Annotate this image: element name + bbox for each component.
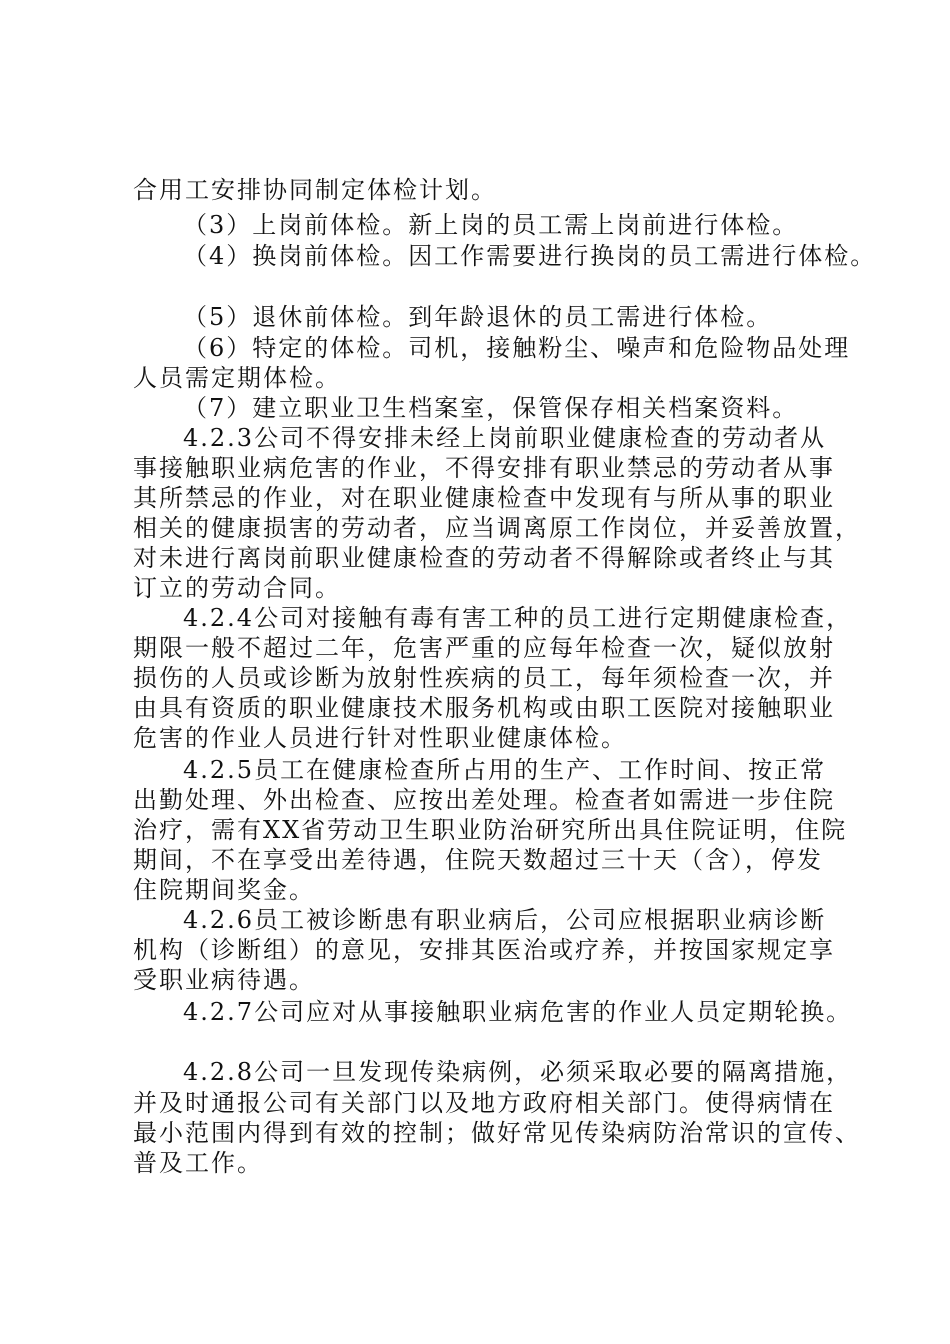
- text-line: （3）上岗前体检。新上岗的员工需上岗前进行体检。: [183, 211, 799, 239]
- text-line: 4.2.3公司不得安排未经上岗前职业健康检查的劳动者从: [183, 424, 827, 452]
- text-line: 事接触职业病危害的作业，不得安排有职业禁忌的劳动者从事: [133, 454, 835, 482]
- text-line: 4.2.7公司应对从事接触职业病危害的作业人员定期轮换。: [183, 998, 853, 1026]
- text-line: 损伤的人员或诊断为放射性疾病的员工，每年须检查一次，并: [133, 664, 835, 692]
- text-line: 期限一般不超过二年，危害严重的应每年检查一次，疑似放射: [133, 634, 835, 662]
- text-line: 其所禁忌的作业，对在职业健康检查中发现有与所从事的职业: [133, 484, 835, 512]
- text-line: 机构（诊断组）的意见，安排其医治或疗养，并按国家规定享: [133, 936, 835, 964]
- text-line: 出勤处理、外出检查、应按出差处理。检查者如需进一步住院: [133, 786, 835, 814]
- text-line: 对未进行离岗前职业健康检查的劳动者不得解除或者终止与其: [133, 544, 835, 572]
- text-line: 普及工作。: [133, 1149, 263, 1177]
- text-line: （6）特定的体检。司机，接触粉尘、噪声和危险物品处理: [183, 334, 851, 362]
- text-line: 4.2.8公司一旦发现传染病例，必须采取必要的隔离措施，: [183, 1058, 853, 1086]
- text-line: 订立的劳动合同。: [133, 574, 341, 602]
- text-line: 最小范围内得到有效的控制；做好常见传染病防治常识的宣传、: [133, 1119, 861, 1147]
- text-line: 4.2.5员工在健康检查所占用的生产、工作时间、按正常: [183, 756, 827, 784]
- text-line: 4.2.6员工被诊断患有职业病后，公司应根据职业病诊断: [183, 906, 827, 934]
- text-line: 人员需定期体检。: [133, 364, 341, 392]
- text-line: 合用工安排协同制定体检计划。: [133, 176, 497, 204]
- text-line: 由具有资质的职业健康技术服务机构或由职工医院对接触职业: [133, 694, 835, 722]
- text-line: 并及时通报公司有关部门以及地方政府相关部门。使得病情在: [133, 1089, 835, 1117]
- text-line: 危害的作业人员进行针对性职业健康体检。: [133, 724, 627, 752]
- text-line: 相关的健康损害的劳动者，应当调离原工作岗位，并妥善放置，: [133, 514, 861, 542]
- text-line: 期间，不在享受出差待遇，住院天数超过三十天（含），停发: [133, 846, 823, 874]
- text-line: 受职业病待遇。: [133, 966, 315, 994]
- text-line: 4.2.4公司对接触有毒有害工种的员工进行定期健康检查，: [183, 604, 853, 632]
- text-line: （5）退休前体检。到年龄退休的员工需进行体检。: [183, 303, 773, 331]
- text-line: 住院期间奖金。: [133, 876, 315, 904]
- text-line: 治疗，需有XX省劳动卫生职业防治研究所出具住院证明，住院: [133, 816, 848, 844]
- text-line: （7）建立职业卫生档案室，保管保存相关档案资料。: [183, 394, 799, 422]
- text-line: （4）换岗前体检。因工作需要进行换岗的员工需进行体检。: [183, 242, 877, 270]
